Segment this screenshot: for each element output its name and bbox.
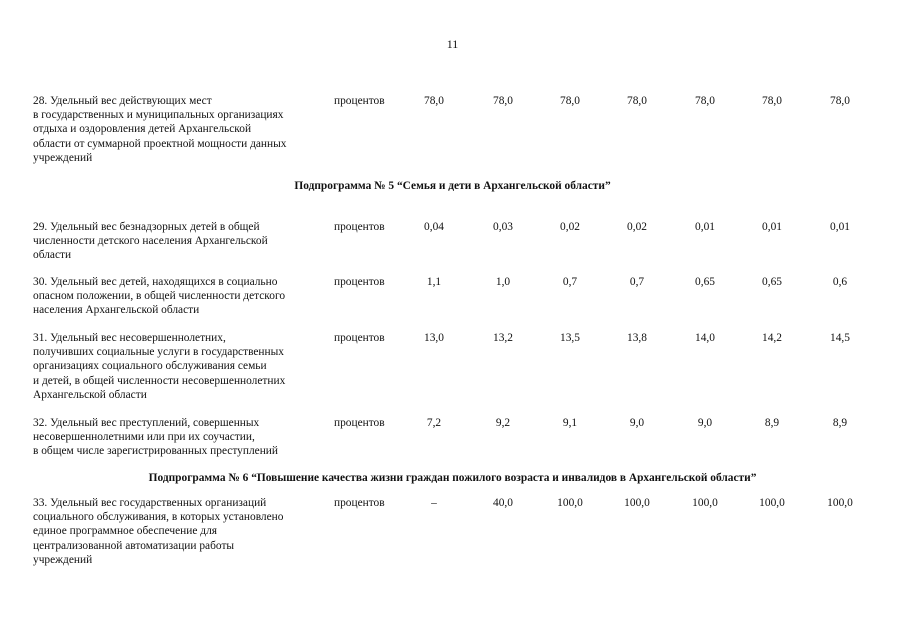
value-cell: 100,0 (827, 497, 853, 509)
indicator-name: 33. Удельный вес государственных организаций социального обслуживания, в которых установлено единое программное обеспечение для централизованной автоматизации работы учреждений (33, 497, 284, 566)
unit-cell: процентов (334, 276, 385, 288)
value-cell: 0,01 (762, 221, 782, 233)
value-cell: 9,1 (562, 417, 578, 429)
unit-cell: процентов (334, 332, 385, 344)
value-cell: 9,0 (697, 417, 713, 429)
value-cell: 0,02 (627, 221, 647, 233)
indicator-name: 30. Удельный вес детей, находящихся в социально опасном положении, в общей численности детского населения Архангельской области (33, 276, 286, 317)
value-cell: 100,0 (557, 497, 583, 509)
value-cell: 14,2 (762, 332, 782, 344)
value-cell: 0,65 (695, 276, 715, 288)
value-cell: 13,2 (493, 332, 513, 344)
unit-cell: процентов (334, 417, 385, 429)
unit-cell: процентов (334, 95, 385, 107)
unit-cell: процентов (334, 497, 385, 509)
value-cell: 78,0 (762, 95, 782, 107)
page-number: 11 (446, 37, 459, 51)
value-cell: 100,0 (624, 497, 650, 509)
value-cell: 0,6 (832, 276, 848, 288)
value-cell: 13,5 (560, 332, 580, 344)
value-cell: 13,0 (424, 332, 444, 344)
value-cell: – (431, 497, 437, 509)
value-cell: 8,9 (764, 417, 780, 429)
value-cell: 1,1 (426, 276, 442, 288)
value-cell: 78,0 (695, 95, 715, 107)
value-cell: 9,0 (629, 417, 645, 429)
value-cell: 14,0 (695, 332, 715, 344)
subprogram-6-heading: Подпрограмма № 6 “Повышение качества жизни граждан пожилого возраста и инвалидов в Архангельской области” (148, 472, 757, 484)
value-cell: 14,5 (830, 332, 850, 344)
value-cell: 0,65 (762, 276, 782, 288)
value-cell: 8,9 (832, 417, 848, 429)
value-cell: 7,2 (426, 417, 442, 429)
value-cell: 0,03 (493, 221, 513, 233)
value-cell: 0,01 (830, 221, 850, 233)
value-cell: 78,0 (830, 95, 850, 107)
indicator-name: 31. Удельный вес несовершеннолетних, получивших социальные услуги в государственных организациях социального обслуживания семьи и детей, в общей численности несовершеннолетних Архангельской области (33, 332, 286, 401)
value-cell: 0,04 (424, 221, 444, 233)
value-cell: 40,0 (493, 497, 513, 509)
value-cell: 9,2 (495, 417, 511, 429)
value-cell: 13,8 (627, 332, 647, 344)
indicator-name: 28. Удельный вес действующих мест в государственных и муниципальных организациях отдыха и оздоровления детей Архангельской области от суммарной проектной мощности данных учреждений (33, 95, 287, 164)
value-cell: 1,0 (495, 276, 511, 288)
value-cell: 0,7 (562, 276, 578, 288)
indicator-name: 29. Удельный вес безнадзорных детей в общей численности детского населения Архангельской области (33, 221, 268, 262)
indicator-name: 32. Удельный вес преступлений, совершенных несовершеннолетними или при их соучастии, в общем числе зарегистрированных преступлений (33, 417, 278, 458)
value-cell: 100,0 (692, 497, 718, 509)
value-cell: 0,02 (560, 221, 580, 233)
value-cell: 78,0 (493, 95, 513, 107)
value-cell: 0,7 (629, 276, 645, 288)
value-cell: 0,01 (695, 221, 715, 233)
value-cell: 78,0 (424, 95, 444, 107)
value-cell: 100,0 (759, 497, 785, 509)
unit-cell: процентов (334, 221, 385, 233)
value-cell: 78,0 (627, 95, 647, 107)
value-cell: 78,0 (560, 95, 580, 107)
subprogram-5-heading: Подпрограмма № 5 “Семья и дети в Архангельской области” (294, 180, 611, 192)
